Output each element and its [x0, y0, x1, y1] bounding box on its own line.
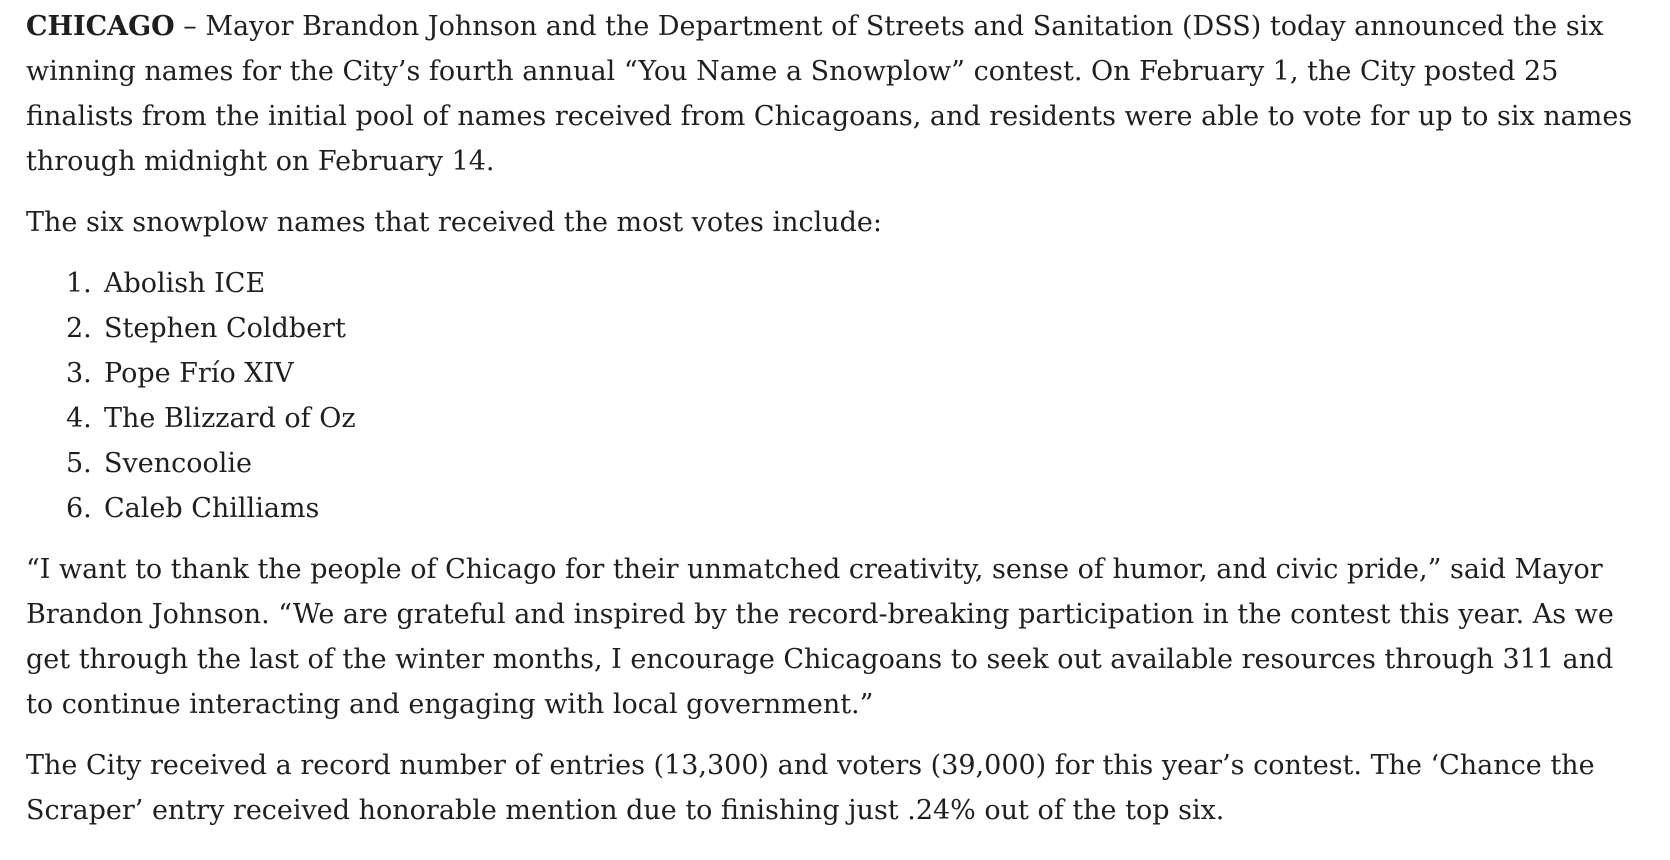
list-item-name: Caleb Chilliams — [104, 493, 320, 524]
list-item-name: Stephen Coldbert — [104, 313, 346, 344]
list-item-name: Pope Frío XIV — [104, 358, 294, 389]
lead-paragraph — [26, 4, 1644, 184]
list-item-name: Abolish ICE — [104, 268, 266, 299]
list-item-number: 5. — [66, 448, 92, 479]
list-item-number: 3. — [66, 358, 92, 389]
list-item-number: 2. — [66, 313, 92, 344]
list-item-number: 4. — [66, 403, 92, 434]
list-item-number: 1. — [66, 268, 92, 299]
mayor-quote: “I want to thank the people of Chicago for their unmatched creativity, sense of humor, and civic pride,” said Mayor Brandon Johnson. “We are grateful and inspired by the record-breaking participation in the contest this year. As we get through the last of the winter months, I encourage Chicagoans to seek out available resources through 311 and to continue interacting and engaging with local government.” — [26, 554, 1614, 720]
list-intro: The six snowplow names that received the most votes include: — [26, 207, 882, 238]
list-item — [66, 261, 1644, 306]
list-item — [66, 441, 1644, 486]
lead-text: – Mayor Brandon Johnson and the Department of Streets and Sanitation (DSS) today announced the six winning names for the City’s fourth annual “You Name a Snowplow” contest. On February 1, the City posted 25 finalists from the initial pool of names received from Chicagoans, and residents were able to vote for up to six names through midnight on February 14. — [26, 11, 1633, 177]
list-item — [66, 306, 1644, 351]
list-item-number: 6. — [66, 493, 92, 524]
closing-paragraph: The City received a record number of entries (13,300) and voters (39,000) for this year’s contest. The ‘Chance the Scraper’ entry received honorable mention due to finishing just .24% out of the top six. — [26, 750, 1595, 826]
dateline: CHICAGO — [26, 11, 175, 42]
list-item — [66, 351, 1644, 396]
list-item — [66, 486, 1644, 531]
list-item-name: Svencoolie — [104, 448, 252, 479]
list-item-name: The Blizzard of Oz — [104, 403, 356, 434]
winners-list — [26, 261, 1644, 531]
list-item — [66, 396, 1644, 441]
